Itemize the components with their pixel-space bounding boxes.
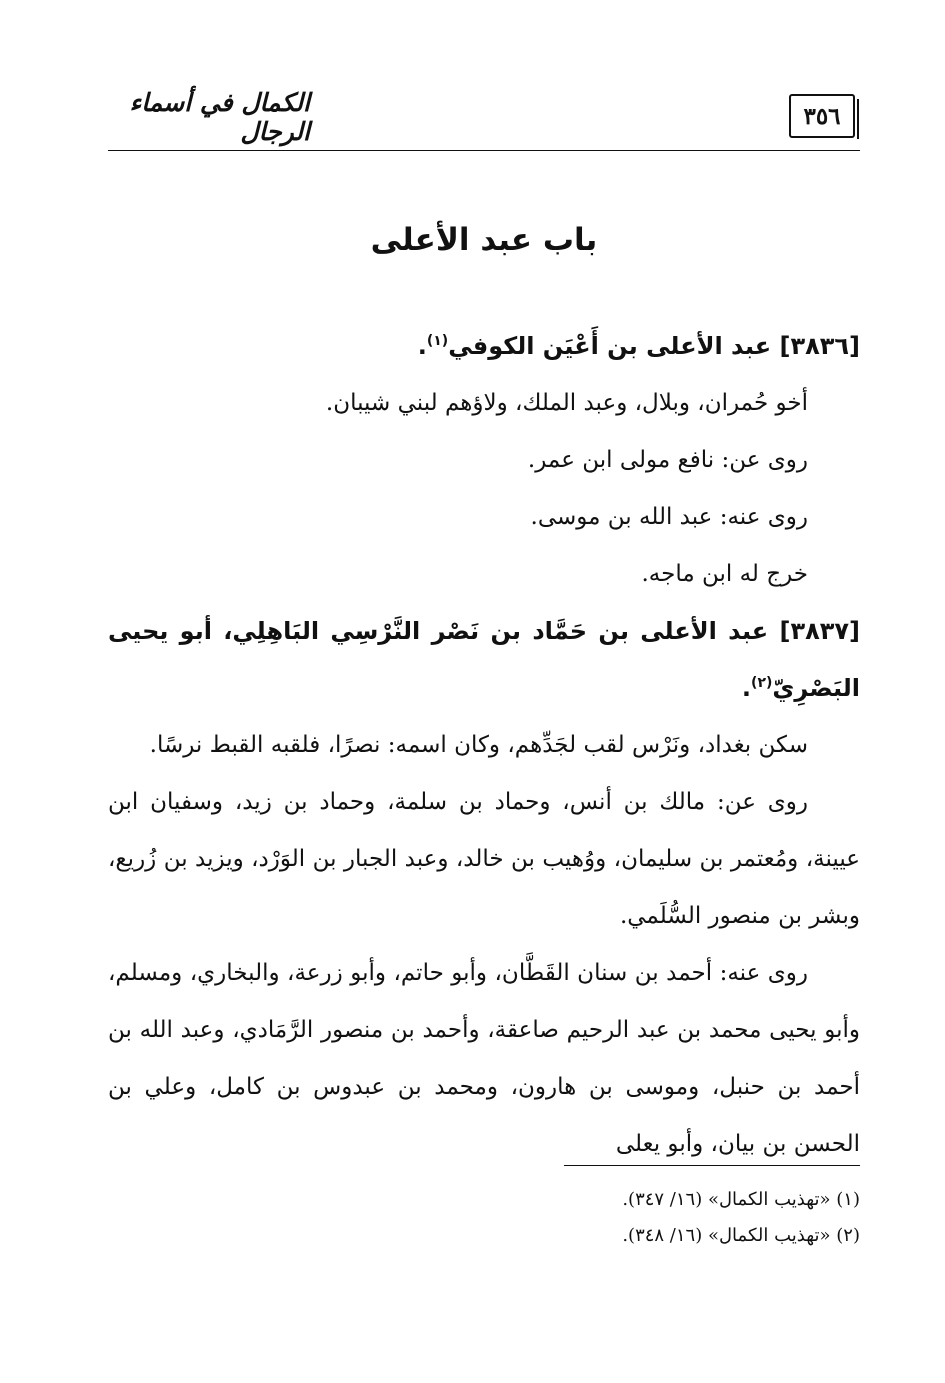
- entry-heading-end: .: [417, 332, 427, 360]
- entry-line: أخو حُمران، وبلال، وعبد الملك، ولاؤهم لبني شيبان.: [325, 390, 808, 416]
- footnote-ref-1: (١): [426, 333, 449, 349]
- footnotes: [108, 1182, 860, 1254]
- main-text: [108, 318, 860, 1173]
- footnote-1: (١) «تهذيب الكمال» (١٦/ ٣٤٧).: [622, 1189, 860, 1210]
- entry-heading-3837: [108, 603, 860, 717]
- page-number: ٣٥٦: [789, 94, 855, 138]
- entry-heading-text: [٣٨٣٦] عبد الأعلى بن أَعْيَن الكوفي: [448, 332, 860, 360]
- running-title: الكمال في أسماء الرجال: [129, 88, 310, 146]
- entry-paragraph: سكن بغداد، ونَرْس لقب لجَدِّهم، وكان اسمه: نصرًا، فلقبه القبط نرسًا.: [149, 732, 808, 758]
- chapter-title: باب عبد الأعلى: [370, 222, 598, 258]
- header-divider: [108, 150, 860, 151]
- entry-heading-3836: [108, 318, 860, 375]
- entry-line: روى عن: نافع مولى ابن عمر.: [527, 447, 808, 473]
- footnote-divider: [564, 1165, 860, 1166]
- entry-line: خرج له ابن ماجه.: [641, 561, 808, 587]
- entry-heading-end: .: [741, 674, 752, 702]
- entry-paragraph: روى عنه: أحمد بن سنان القَطَّان، وأبو حاتم، وأبو زرعة، والبخاري، ومسلم، وأبو يحيى محمد بن عبد الرحيم صاعقة، وأحمد بن منصور الرَّمَادي، وعبد الله بن أحمد بن حنبل، وموسى بن هارون، ومحمد بن عبدوس بن كامل، وعلي بن الحسن بن بيان، وأبو يعلى: [108, 960, 860, 1157]
- footnote-2: (٢) «تهذيب الكمال» (١٦/ ٣٤٨).: [622, 1225, 860, 1246]
- entry-paragraph: روى عن: مالك بن أنس، وحماد بن سلمة، وحماد بن زيد، وسفيان ابن عيينة، ومُعتمر بن سليمان، ووُهيب بن خالد، وعبد الجبار بن الوَرْد، ويزيد بن زُريع، وبشر بن منصور السُّلَمي.: [108, 789, 860, 929]
- entry-heading-text: [٣٨٣٧] عبد الأعلى بن حَمَّاد بن نَصْر النَّرْسِي البَاهِلِي، أبو يحيى البَصْرِيّ: [108, 617, 860, 702]
- entry-line: روى عنه: عبد الله بن موسى.: [530, 504, 808, 530]
- footnote-ref-2: (٢): [751, 675, 773, 691]
